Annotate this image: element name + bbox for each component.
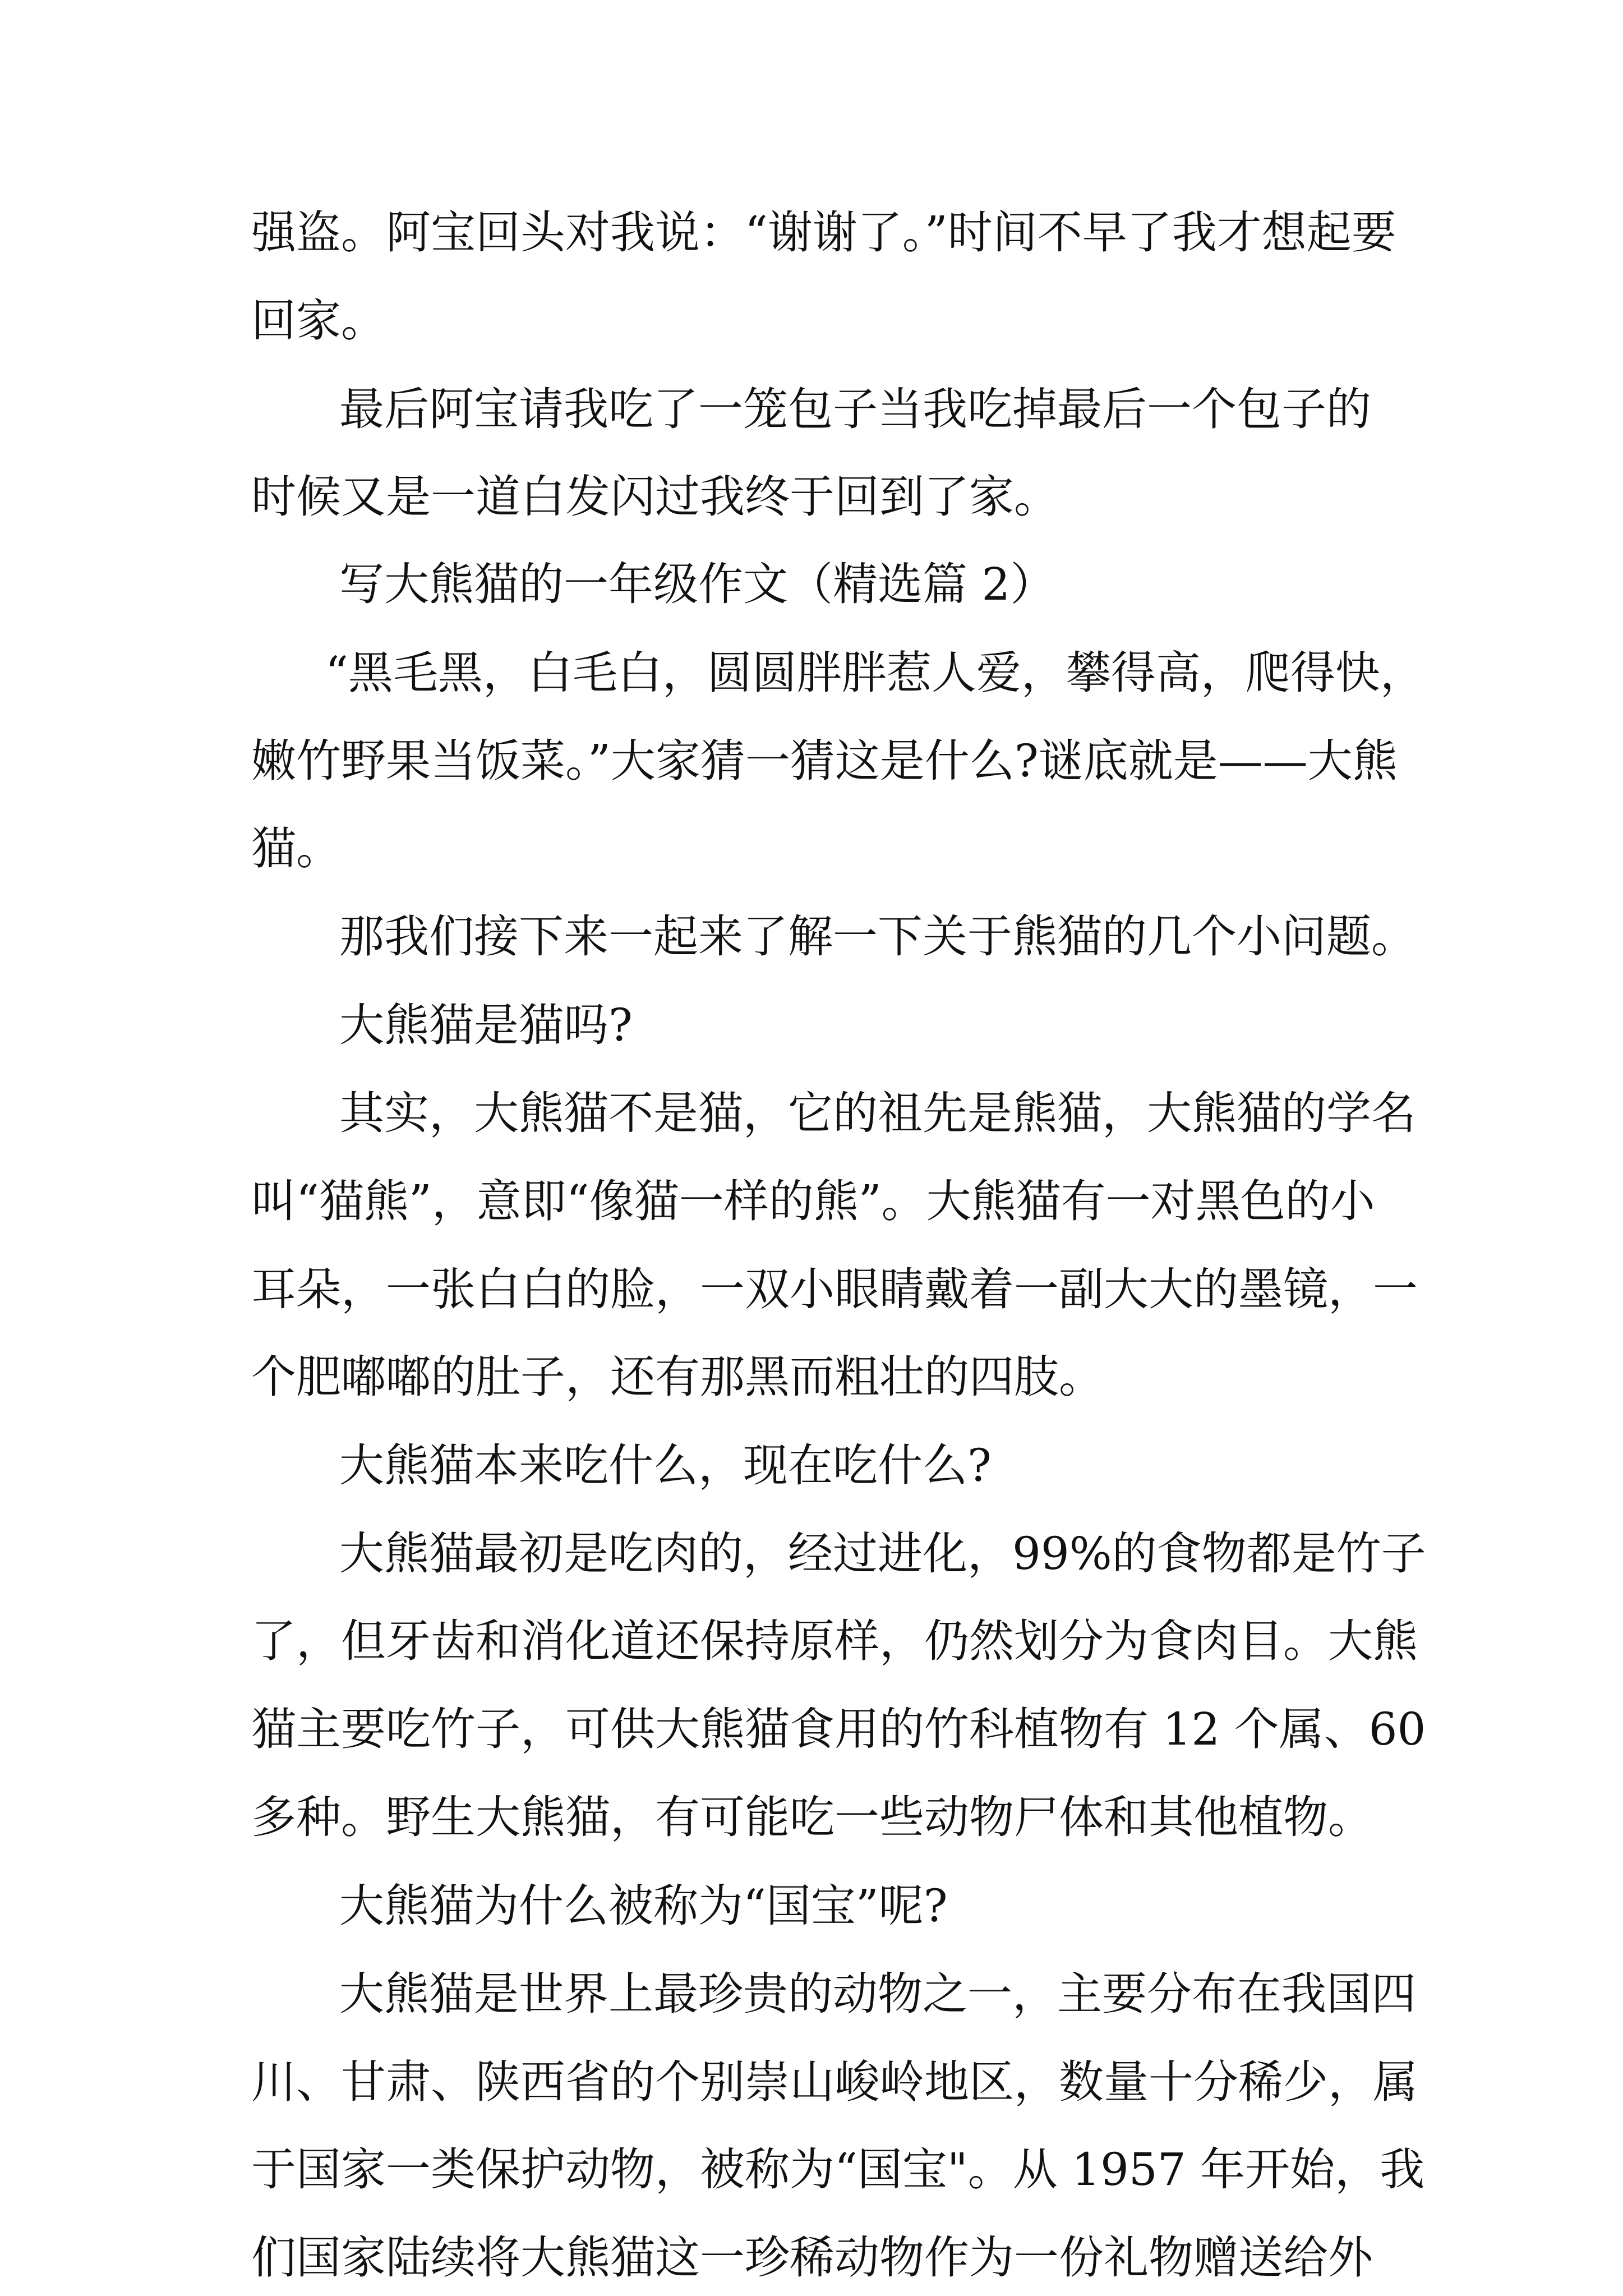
text-line: 川、甘肃、陕西省的个别崇山峻岭地区，数量十分稀少，属: [251, 2056, 1418, 2108]
text-line: 其实，大熊猫不是猫，它的祖先是熊猫，大熊猫的学名: [339, 1087, 1416, 1139]
text-line: 个肥嘟嘟的肚子，还有那黑而粗壮的四肢。: [251, 1351, 1104, 1403]
text-line: “黑毛黑，白毛白，圆圆胖胖惹人爱，攀得高，爬得快，: [325, 647, 1425, 699]
text-line: 们国家陆续将大熊猫这一珍稀动物作为一份礼物赠送给外: [251, 2231, 1373, 2284]
section-heading: 写大熊猫的一年级作文（精选篇 2）: [339, 558, 1055, 610]
text-line: 猫。: [251, 822, 341, 875]
text-line: 大熊猫是世界上最珍贵的动物之一，主要分布在我国四: [339, 1968, 1416, 2020]
text-line: 那我们接下来一起来了解一下关于熊猫的几个小问题。: [339, 910, 1416, 963]
question-heading: 大熊猫本来吃什么，现在吃什么?: [339, 1439, 992, 1492]
text-line: 最后阿宝请我吃了一笼包子当我吃掉最后一个包子的: [339, 383, 1371, 435]
text-line: 耳朵，一张白白的脸，一双小眼睛戴着一副大大的墨镜，一: [251, 1263, 1418, 1315]
question-heading: 大熊猫为什么被称为“国宝”呢?: [339, 1880, 948, 1932]
question-heading: 大熊猫是猫吗?: [339, 999, 633, 1051]
text-line: 时候又是一道白发闪过我终于回到了家。: [251, 471, 1059, 523]
text-line: 嫩竹野果当饭菜。”大家猜一猜这是什么?谜底就是——大熊: [251, 735, 1398, 787]
text-line: 大熊猫最初是吃肉的，经过进化，99%的食物都是竹子: [339, 1527, 1426, 1580]
text-line: 猫主要吃竹子，可供大熊猫食用的竹科植物有 12 个属、60: [251, 1703, 1426, 1755]
text-line: 强盗。阿宝回头对我说：“谢谢了。”时间不早了我才想起要: [251, 206, 1396, 259]
text-line: 回家。: [251, 295, 386, 347]
text-line: 多种。野生大熊猫，有可能吃一些动物尸体和其他植物。: [251, 1791, 1373, 1843]
text-line: 于国家一类保护动物，被称为“国宝"。从 1957 年开始，我: [251, 2143, 1425, 2196]
text-line: 了，但牙齿和消化道还保持原样，仍然划分为食肉目。大熊: [251, 1615, 1418, 1667]
text-line: 叫“猫熊”，意即“像猫一样的熊”。大熊猫有一对黑色的小: [251, 1175, 1375, 1227]
